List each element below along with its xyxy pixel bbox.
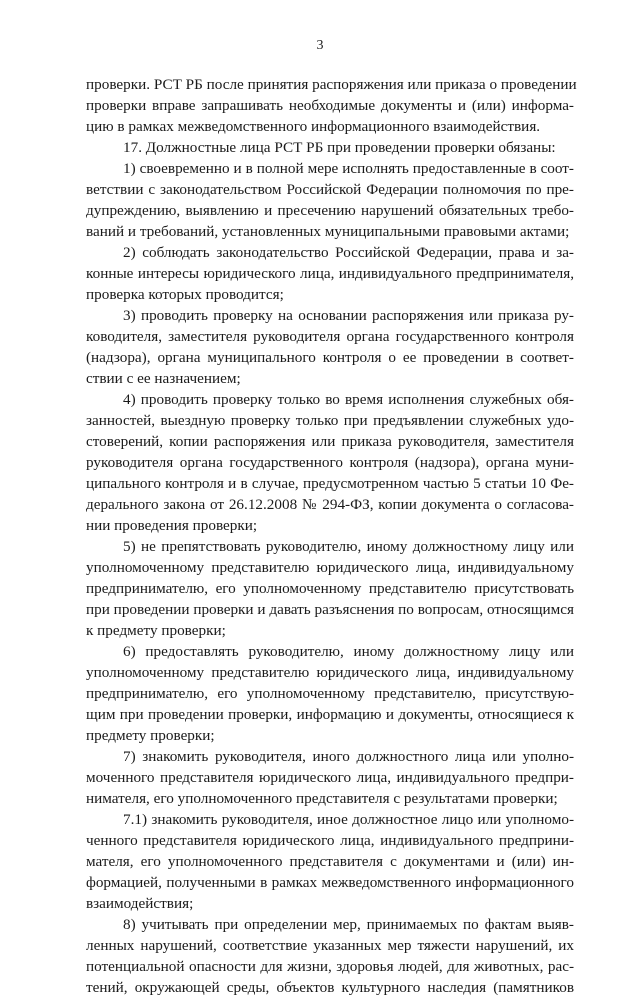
text-line: 3) проводить проверку на основании распоряжения или приказа ру- [123, 307, 574, 324]
text-line: дупреждению, выявлению и пресечению нарушений обязательных требо- [86, 202, 574, 219]
paragraph [86, 242, 574, 305]
text-line: стоверений, копии распоряжения или приказа руководителя, заместителя [86, 433, 574, 450]
text-line: моченного представителя юридического лица, индивидуального предпри- [86, 769, 574, 786]
text-line: ководителя, заместителя руководителя органа государственного контроля [86, 328, 574, 345]
text-line: ченного представителя юридического лица, индивидуального предприни- [86, 832, 574, 849]
text-line: ствии с ее назначением; [86, 370, 241, 387]
text-line: занностей, выездную проверку только при предъявлении служебных удо- [86, 412, 574, 429]
text-line: дерального закона от 26.12.2008 № 294-ФЗ, копии документа о согласова- [86, 496, 574, 513]
text-line: потенциальной опасности для жизни, здоровья людей, для животных, рас- [86, 958, 574, 975]
text-line: тений, окружающей среды, объектов культурного наследия (памятников [86, 979, 574, 996]
text-line: к предмету проверки; [86, 622, 226, 639]
text-line: проверки вправе запрашивать необходимые документы и (или) информа- [86, 97, 574, 114]
text-line: 8) учитывать при определении мер, принимаемых по фактам выяв- [123, 916, 574, 933]
text-line: 5) не препятствовать руководителю, иному должностному лицу или [123, 538, 574, 555]
text-line: взаимодействия; [86, 895, 194, 912]
text-line: 1) своевременно и в полной мере исполнять предоставленные в соот- [123, 160, 574, 177]
text-line: 2) соблюдать законодательство Российской Федерации, права и за- [123, 244, 574, 261]
paragraph [86, 305, 574, 389]
paragraph [86, 137, 574, 158]
text-line: 4) проводить проверку только во время исполнения служебных обя- [123, 391, 574, 408]
text-line: 6) предоставлять руководителю, иному должностному лицу или [123, 643, 574, 660]
text-line: 17. Должностные лица РСТ РБ при проведении проверки обязаны: [123, 139, 556, 156]
text-line: проверка которых проводится; [86, 286, 284, 303]
text-line: нии проведения проверки; [86, 517, 258, 534]
text-line: ветствии с законодательством Российской Федерации полномочия по пре- [86, 181, 574, 198]
text-line: конные интересы юридического лица, индивидуального предпринимателя, [86, 265, 574, 282]
paragraph [86, 74, 577, 137]
paragraph [86, 809, 574, 914]
text-line: (надзора), органа муниципального контроля о ее проведении в соответ- [86, 349, 574, 366]
text-line: ваний и требований, установленных муниципальными правовыми актами; [86, 223, 570, 240]
page-number: 3 [316, 38, 324, 53]
text-line: предпринимателю, его уполномоченному представителю, присутствую- [86, 685, 574, 702]
paragraph [86, 914, 574, 998]
text-line: формацией, полученными в рамках межведомственного информационного [86, 874, 574, 891]
paragraph [86, 536, 574, 641]
paragraph [86, 158, 574, 242]
text-line: 7.1) знакомить руководителя, иное должностное лицо или уполномо- [123, 811, 574, 828]
text-line: уполномоченному представителю юридического лица, индивидуальному [86, 559, 574, 576]
text-line: мателя, его уполномоченного представителя с документами и (или) ин- [86, 853, 574, 870]
text-line: предмету проверки; [86, 727, 215, 744]
text-line: ленных нарушений, соответствие указанных мер тяжести нарушений, их [86, 937, 574, 954]
paragraph [86, 746, 574, 809]
document-body [86, 74, 577, 998]
text-line: цию в рамках межведомственного информационного взаимодействия. [86, 118, 541, 135]
text-line: 7) знакомить руководителя, иного должностного лица или уполно- [123, 748, 574, 765]
text-line: руководителя органа государственного контроля (надзора), органа муни- [86, 454, 574, 471]
paragraph [86, 641, 574, 746]
text-line: нимателя, его уполномоченного представителя с результатами проверки; [86, 790, 558, 807]
text-line: проверки. РСТ РБ после принятия распоряжения или приказа о проведении [86, 76, 577, 93]
text-line: при проведении проверки и давать разъяснения по вопросам, относящимся [86, 601, 574, 618]
text-line: щим при проведении проверки, информацию и документы, относящиеся к [86, 706, 574, 723]
text-line: предпринимателю, его уполномоченному представителю присутствовать [86, 580, 574, 597]
paragraph [86, 389, 574, 536]
text-line: ципального контроля и в случае, предусмотренном частью 5 статьи 10 Фе- [86, 475, 574, 492]
text-line: уполномоченному представителю юридического лица, индивидуальному [86, 664, 574, 681]
